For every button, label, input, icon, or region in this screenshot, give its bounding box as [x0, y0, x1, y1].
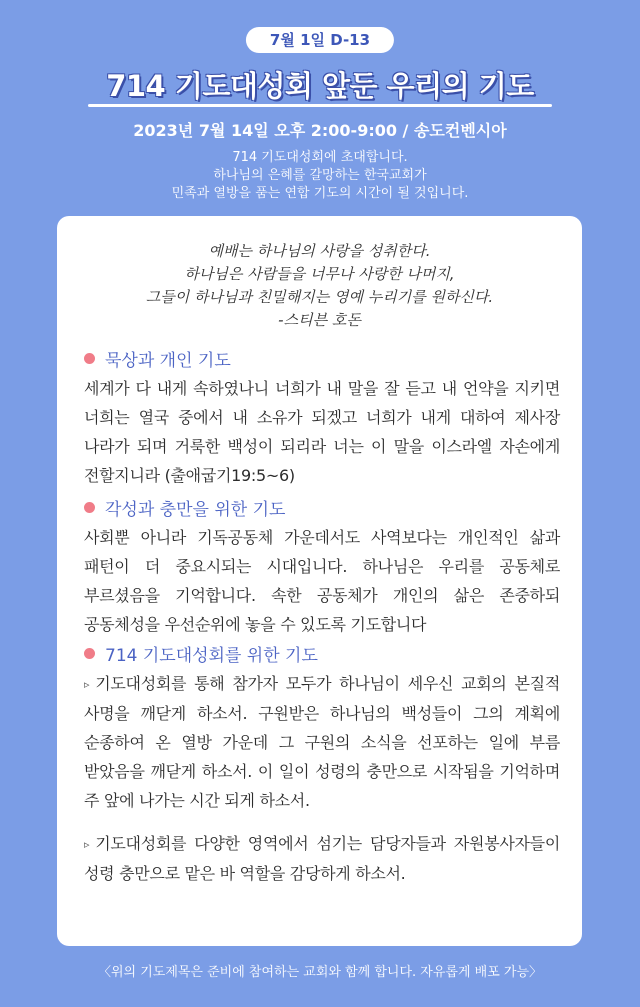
page-title: 714 기도대성회 앞둔 우리의 기도 — [106, 69, 534, 103]
quote-line: 그들이 하나님과 친밀해지는 영예 누리기를 원하신다. — [145, 288, 494, 306]
prayer-item — [84, 669, 560, 815]
section-meditation — [84, 346, 560, 490]
prayer-item-text: 기도대성회를 통해 참가자 모두가 하나님이 세우신 교회의 본질적 사명을 깨닫게 하소서. 구원받은 하나님의 백성들이 그의 계획에 순종하여 온 열방 가운데 그 구원의 소식을 선포하는 일에 부름 받았음을 깨닫게 하소서. 이 일이 성령의 충만으로 시작됨을 기억하며 주 앞에 나가는 시간 되게 하소서. — [84, 674, 560, 810]
section-body: 사회뿐 아니라 기독공동체 가운데서도 사역보다는 개인적인 삶과 패턴이 더 중요시되는 시대입니다. 하나님은 우리를 공동체로 부르셨음을 기억합니다. 속한 공동체가 개인의 삶은 존중하되 공동체성을 우선순위에 놓을 수 있도록 기도합니다 — [84, 528, 560, 634]
section-awakening — [84, 495, 560, 639]
section-heading-text: 묵상과 개인 기도 — [105, 350, 231, 371]
quote-line: 하나님은 사람들을 너무나 사랑한 나머지, — [184, 265, 455, 283]
bullet-dot-icon — [84, 353, 95, 364]
quote-block — [57, 240, 582, 332]
bullet-dot-icon — [84, 502, 95, 513]
intro-line: 민족과 열방을 품는 연합 기도의 시간이 될 것입니다. — [171, 186, 469, 201]
section-heading-text: 714 기도대성회를 위한 기도 — [105, 645, 318, 666]
prayer-item — [84, 829, 560, 888]
intro-text — [0, 149, 640, 203]
content-card — [57, 216, 582, 946]
prayer-item-text: 기도대성회를 다양한 영역에서 섬기는 담당자들과 자원봉사자들이 성령 충만으로 맡은 바 역할을 감당하게 하소서. — [84, 834, 560, 883]
quote-line: 예배는 하나님의 사랑을 성취한다. — [208, 242, 431, 260]
intro-line: 하나님의 은혜를 갈망하는 한국교회가 — [213, 168, 427, 183]
section-prayer-rally — [84, 641, 560, 888]
event-info: 2023년 7월 14일 오후 2:00-9:00 / 송도컨벤시아 — [133, 121, 507, 140]
bullet-dot-icon — [84, 648, 95, 659]
triangle-bullet-icon: ▹ — [84, 678, 90, 691]
intro-line: 714 기도대성회에 초대합니다. — [232, 150, 408, 165]
footer-note: 〈위의 기도제목은 준비에 참여하는 교회와 함께 합니다. 자유롭게 배포 가능〉 — [97, 965, 543, 980]
section-body: 세계가 다 내게 속하였나니 너희가 내 말을 잘 듣고 내 언약을 지키면 너희는 열국 중에서 내 소유가 되겠고 너희가 내게 대하여 제사장 나라가 되며 거룩한 백성이 되리라 너는 이 말을 이스라엘 자손에게 전할지니라 (출애굽기19:5~6) — [84, 379, 560, 485]
title-underline — [88, 104, 552, 107]
date-badge: 7월 1일 D-13 — [246, 27, 394, 53]
section-heading — [84, 346, 560, 370]
section-heading — [84, 495, 560, 519]
triangle-bullet-icon: ▹ — [84, 838, 90, 851]
section-heading-text: 각성과 충만을 위한 기도 — [105, 499, 286, 520]
quote-author: -스티븐 호돈 — [278, 311, 361, 329]
section-heading — [84, 641, 560, 665]
